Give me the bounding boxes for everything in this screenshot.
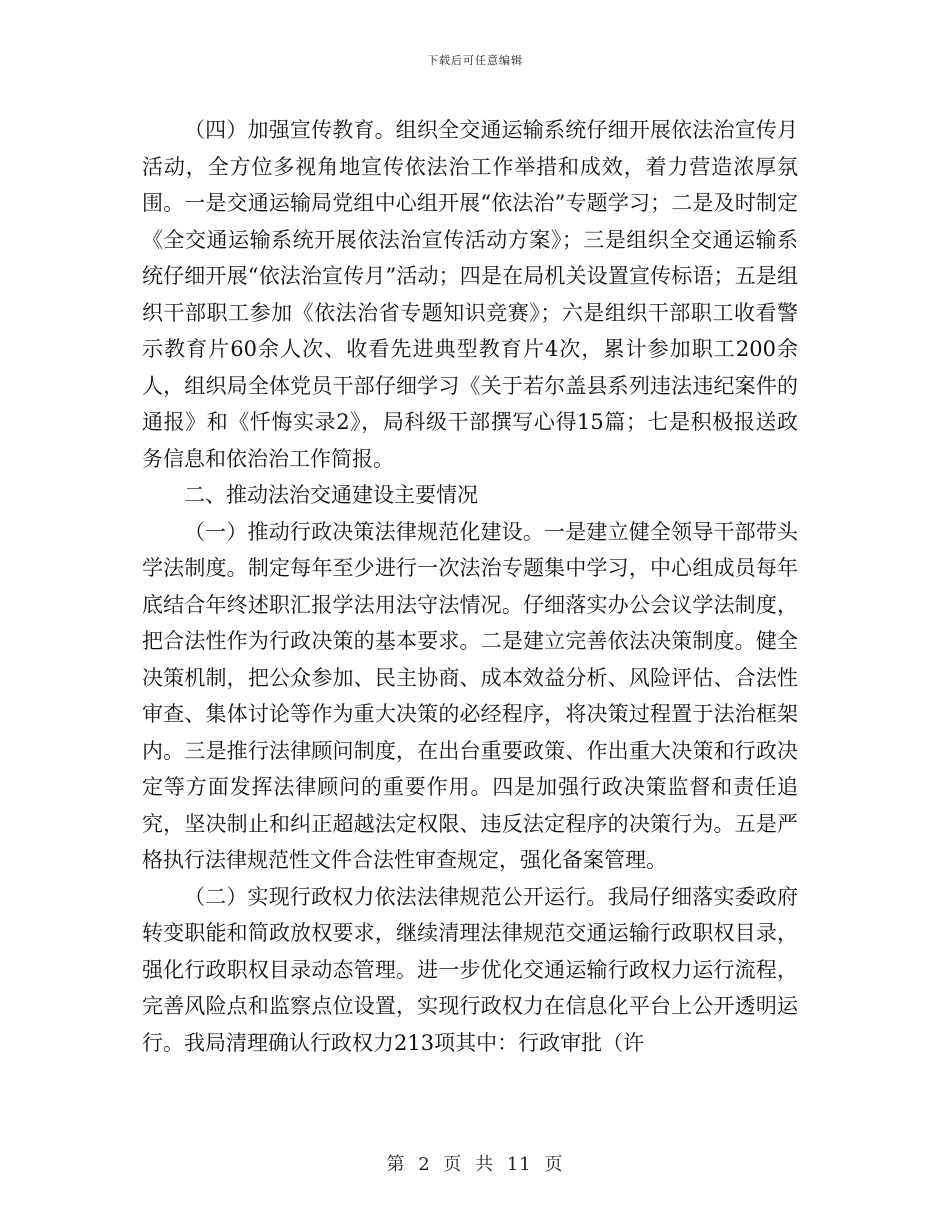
paragraph-power-operation: （二）实现行政权力依法法律规范公开运行。我局仔细落实委政府转变职能和简政放权要求，继续清理法律规范交通运输行政职权目录，强化行政职权目录动态管理。进一步优化交通运输行政权力运行流程，完善风险点和监察点位设置，实现行政权力在信息化平台上公开透明运行。我局清理确认行政权力213项其中：行政审批（许 xyxy=(142,884,798,1055)
paragraph-decision-standardization: （一）推动行政决策法律规范化建设。一是建立健全领导干部带头学法制度。制定每年至少进行一次法治专题集中学习，中心组成员每年底结合年终述职汇报学法用法守法情况。仔细落实办公会议学法制度，把合法性作为行政决策的基本要求。二是建立完善依法决策制度。健全决策机制，把公众参加、民主协商、成本效益分析、风险评估、合法性审查、集体讨论等作为重大决策的必经程序，将决策过程置于法治框架内。三是推行法律顾问制度，在出台重要政策、作出重大决策和行政决定等方面发挥法律顾问的重要作用。四是加强行政决策监督和责任追究，坚决制止和纠正超越法定权限、违反法定程序的决策行为。五是严格执行法律规范性文件合法性审查规定，强化备案管理。 xyxy=(142,519,798,872)
document-body xyxy=(142,112,798,1061)
page-footer: 第 2 页 共 11 页 xyxy=(386,1154,564,1175)
section-heading: 二、推动法治交通建设主要情况 xyxy=(184,483,478,507)
page-header: 下载后可任意编辑 xyxy=(427,54,523,67)
paragraph-publicity-education: （四）加强宣传教育。组织全交通运输系统仔细开展依法治宣传月活动，全方位多视角地宣传依法治工作举措和成效，着力营造浓厚氛围。一是交通运输局党组中心组开展“依法治”专题学习；二是及时制定《全交通运输系统开展依法治宣传活动方案》；三是组织全交通运输系统仔细开展“依法治宣传月”活动；四是在局机关设置宣传标语；五是组织干部职工参加《依法治省专题知识竞赛》；六是组织干部职工收看警示教育片60余人次、收看先进典型教育片4次，累计参加职工200余人，组织局全体党员干部仔细学习《关于若尔盖县系列违法违纪案件的通报》和《忏悔实录2》，局科级干部撰写心得15篇；七是积极报送政务信息和依治治工作简报。 xyxy=(142,118,798,471)
